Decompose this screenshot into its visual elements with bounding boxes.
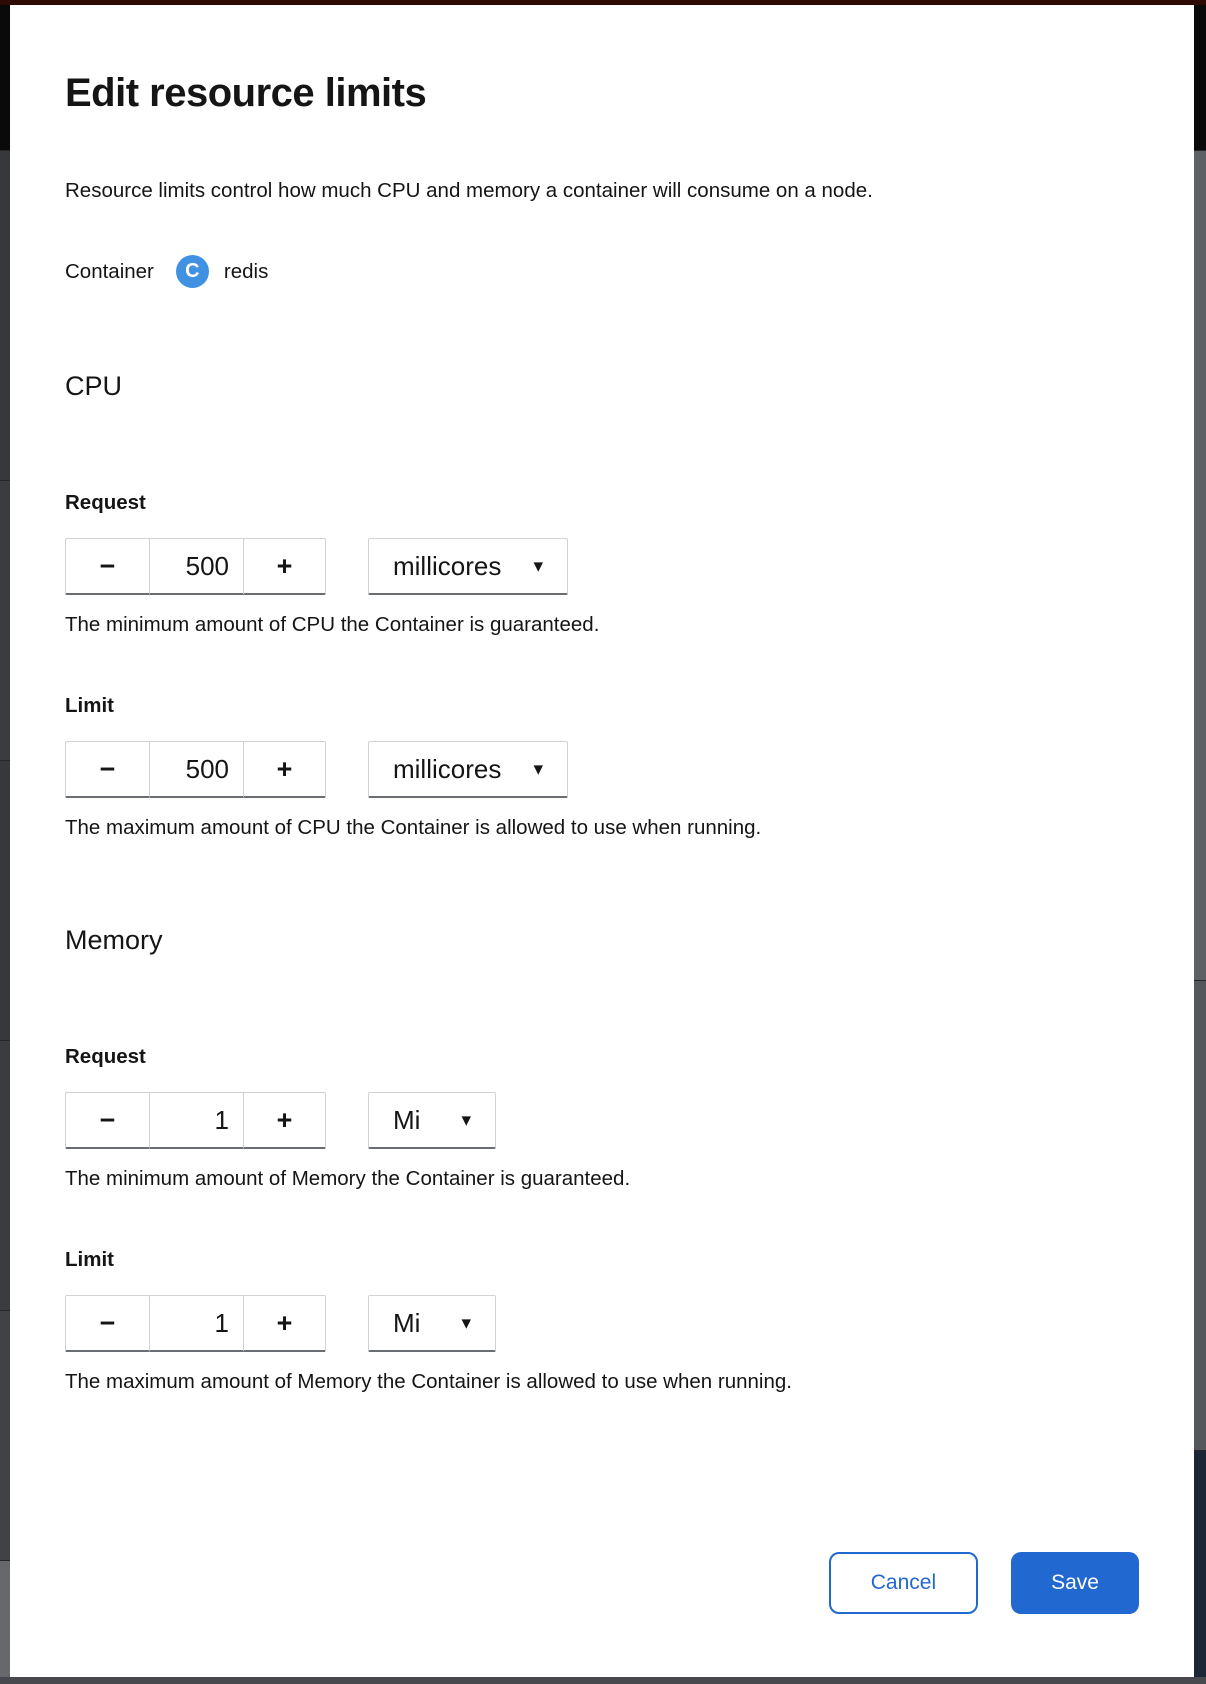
plus-icon: + xyxy=(276,1104,293,1135)
cpu-request-unit-dropdown[interactable] xyxy=(368,538,568,595)
backdrop-top-strip xyxy=(0,0,1206,5)
memory-limit-value-input[interactable] xyxy=(149,1295,244,1352)
backdrop-segment xyxy=(1194,150,1206,980)
plus-button[interactable] xyxy=(243,1295,326,1352)
container-badge-icon: C xyxy=(176,255,209,288)
backdrop-segment xyxy=(0,760,10,1040)
section-heading-memory: Memory xyxy=(65,925,163,955)
container-name: redis xyxy=(223,259,269,283)
backdrop-segment xyxy=(0,1040,10,1310)
backdrop-segment xyxy=(1194,5,1206,150)
field-controls xyxy=(65,538,1139,595)
number-stepper xyxy=(65,538,326,595)
container-label: Container xyxy=(65,259,154,283)
field-help-text: The maximum amount of Memory the Container is allowed to use when running. xyxy=(65,1370,792,1393)
minus-button[interactable] xyxy=(65,741,150,798)
backdrop-segment xyxy=(0,5,10,150)
minus-button[interactable] xyxy=(65,1092,150,1149)
backdrop-segment xyxy=(0,150,10,480)
backdrop-segment xyxy=(0,480,10,760)
edit-resource-limits-modal xyxy=(10,5,1194,1677)
modal-footer xyxy=(65,1552,1139,1614)
plus-icon: + xyxy=(276,753,293,784)
cpu-limit-unit-dropdown[interactable] xyxy=(368,741,568,798)
plus-icon: + xyxy=(276,1307,293,1338)
number-stepper xyxy=(65,1092,326,1149)
memory-limit-field xyxy=(65,1249,1139,1394)
memory-limit-unit-dropdown[interactable] xyxy=(368,1295,496,1352)
memory-request-field xyxy=(65,1046,1139,1191)
field-controls xyxy=(65,1295,1139,1352)
modal-title: Edit resource limits xyxy=(65,71,427,115)
memory-request-unit-dropdown[interactable] xyxy=(368,1092,496,1149)
field-help-text: The minimum amount of Memory the Container is guaranteed. xyxy=(65,1167,631,1190)
cpu-request-field xyxy=(65,492,1139,637)
backdrop-right-strip xyxy=(1194,5,1206,1677)
unit-label: Mi xyxy=(393,1104,421,1135)
field-controls xyxy=(65,1092,1139,1149)
minus-icon: − xyxy=(99,1307,116,1338)
field-label-request: Request xyxy=(65,1045,146,1068)
cpu-request-value-input[interactable] xyxy=(149,538,244,595)
backdrop-segment xyxy=(1194,1450,1206,1677)
cancel-button[interactable]: Cancel xyxy=(829,1552,978,1614)
minus-button[interactable] xyxy=(65,1295,150,1352)
minus-icon: − xyxy=(99,1104,116,1135)
plus-button[interactable] xyxy=(243,1092,326,1149)
unit-label: Mi xyxy=(393,1307,421,1338)
modal-description: Resource limits control how much CPU and memory a container will consume on a node. xyxy=(65,179,873,202)
plus-icon: + xyxy=(276,550,293,581)
unit-label: millicores xyxy=(393,753,502,784)
backdrop-segment xyxy=(0,1310,10,1560)
backdrop-left-strip xyxy=(0,5,10,1677)
container-row xyxy=(65,255,1139,288)
save-button[interactable]: Save xyxy=(1011,1552,1139,1614)
backdrop-segment xyxy=(0,1560,10,1677)
field-help-text: The maximum amount of CPU the Container is allowed to use when running. xyxy=(65,816,762,839)
memory-request-value-input[interactable] xyxy=(149,1092,244,1149)
backdrop-bottom-strip xyxy=(0,1677,1206,1684)
field-controls xyxy=(65,741,1139,798)
minus-button[interactable] xyxy=(65,538,150,595)
section-heading-cpu: CPU xyxy=(65,371,123,401)
cpu-limit-value-input[interactable] xyxy=(149,741,244,798)
backdrop-segment xyxy=(1194,980,1206,1450)
unit-label: millicores xyxy=(393,550,502,581)
plus-button[interactable] xyxy=(243,741,326,798)
minus-icon: − xyxy=(99,753,116,784)
cpu-limit-field xyxy=(65,695,1139,840)
field-help-text: The minimum amount of CPU the Container is guaranteed. xyxy=(65,613,600,636)
field-label-limit: Limit xyxy=(65,1248,114,1271)
field-label-request: Request xyxy=(65,491,146,514)
caret-down-icon: ▾ xyxy=(533,758,543,780)
caret-down-icon: ▾ xyxy=(533,555,543,577)
minus-icon: − xyxy=(99,550,116,581)
caret-down-icon: ▾ xyxy=(461,1109,471,1131)
caret-down-icon: ▾ xyxy=(461,1312,471,1334)
number-stepper xyxy=(65,1295,326,1352)
plus-button[interactable] xyxy=(243,538,326,595)
field-label-limit: Limit xyxy=(65,694,114,717)
number-stepper xyxy=(65,741,326,798)
